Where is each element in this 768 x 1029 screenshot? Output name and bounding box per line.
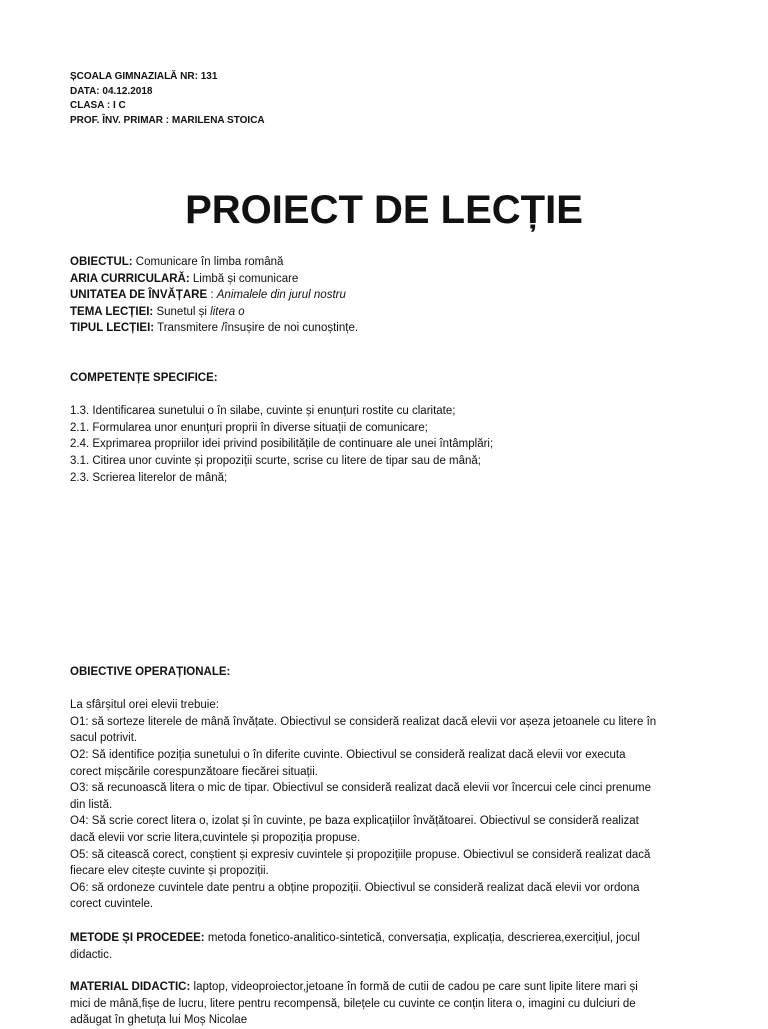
obiectiv-line: O6: să ordoneze cuvintele date pentru a obține propoziții. Obiectivul se consideră realizat dacă elevii vor ordona bbox=[70, 881, 640, 894]
material-label: MATERIAL DIDACTIC: bbox=[70, 981, 191, 993]
obiective-section bbox=[70, 664, 710, 913]
competenta-item: 2.1. Formularea unor enunțuri proprii în diverse situații de comunicare; bbox=[70, 421, 428, 434]
metode-line-2: didactic. bbox=[70, 948, 113, 961]
info-tema-label: TEMA LECȚIEI: bbox=[70, 305, 154, 318]
material-line-1 bbox=[70, 979, 710, 996]
obiective-intro: La sfârșitul orei elevii trebuie: bbox=[70, 699, 219, 712]
page-title: PROIECT DE LECȚIE bbox=[185, 188, 583, 232]
obiectiv-line: dacă elevii vor scrie litera,cuvintele și propoziția propuse. bbox=[70, 831, 361, 844]
info-tema-value: Sunetul și bbox=[153, 305, 211, 318]
obiectiv-line: O4: Să scrie corect litera o, izolat și în cuvinte, pe baza explicațiilor învățătoarei. Obiectivul se consideră realizat bbox=[70, 815, 639, 828]
info-tema bbox=[70, 304, 358, 321]
obiectiv-line: corect mișcările corespunzătoare fiecărei situații. bbox=[70, 765, 318, 778]
info-aria bbox=[70, 271, 358, 288]
teacher-name: PROF. ÎNV. PRIMAR : MARILENA STOICA bbox=[70, 114, 265, 126]
material-line-3: adăugat în ghetuța lui Moș Nicolae bbox=[70, 1014, 248, 1027]
competente-heading: COMPETENȚE SPECIFICE: bbox=[70, 372, 218, 384]
info-obiectul-value: Comunicare în limba română bbox=[132, 256, 284, 268]
metode-line-1 bbox=[70, 930, 710, 947]
obiective-heading: OBIECTIVE OPERAȚIONALE: bbox=[70, 666, 231, 678]
obiectiv-line: fiecare elev citește cuvinte și propoziții. bbox=[70, 865, 269, 878]
lesson-date: DATA: 04.12.2018 bbox=[70, 85, 153, 97]
material-text: laptop, videoproiector,jetoane în formă de cutii de cadou pe care sunt lipite litere mari și bbox=[190, 981, 638, 993]
obiectiv-line: sacul potrivit. bbox=[70, 732, 138, 745]
info-tipul bbox=[70, 320, 358, 337]
material-line-2: mici de mână,fișe de lucru, litere pentru recompensă, bilețele cu cuvinte ce conțin litera o, imagini cu dulciuri de bbox=[70, 997, 636, 1010]
info-unitatea-value: Animalele din jurul nostru bbox=[216, 289, 346, 302]
obiectiv-line: corect cuvintele. bbox=[70, 898, 154, 911]
lesson-info bbox=[70, 254, 358, 337]
school-name: ȘCOALA GIMNAZIALĂ NR: 131 bbox=[70, 71, 218, 82]
info-tipul-value: Transmitere /însușire de noi cunoștințe. bbox=[154, 322, 359, 335]
metode-label: METODE ȘI PROCEDEE: bbox=[70, 932, 205, 944]
info-aria-label: ARIA CURRICULARĂ: bbox=[70, 272, 190, 285]
info-tema-value-italic: litera o bbox=[210, 305, 245, 318]
info-unitatea bbox=[70, 287, 358, 304]
obiectiv-line: O3: să recunoască litera o mic de tipar. Obiectivul se consideră realizat dacă elevii vor încercui cele cinci prenume bbox=[70, 782, 652, 795]
class-name: CLASA : I C bbox=[70, 100, 126, 112]
obiectiv-line: O2: Să identifice poziția sunetului o în diferite cuvinte. Obiectivul se consideră realizat dacă elevii vor executa bbox=[70, 748, 626, 761]
info-aria-value: Limbă și comunicare bbox=[189, 272, 299, 285]
competenta-item: 2.4. Exprimarea propriilor idei privind posibilitățile de continuare ale unei întâmplări; bbox=[70, 438, 494, 451]
competenta-item: 3.1. Citirea unor cuvinte și propoziții scurte, scrise cu litere de tipar sau de mână; bbox=[70, 454, 481, 467]
competenta-item: 1.3. Identificarea sunetului o în silabe, cuvinte și enunțuri rostite cu claritate; bbox=[70, 405, 456, 418]
obiectiv-line: O5: să citească corect, conștient și expresiv cuvintele și propozițiile propuse. Obiectivul se consideră realizat dacă bbox=[70, 848, 651, 861]
competente-section bbox=[70, 370, 710, 486]
obiectiv-line: O1: să sorteze literele de mână învățate. Obiectivul se consideră realizat dacă elevii vor așeza jetoanele cu litere în bbox=[70, 715, 657, 728]
info-tipul-label: TIPUL LECȚIEI: bbox=[70, 322, 155, 335]
info-unitatea-label: UNITATEA DE ÎNVĂȚARE bbox=[70, 289, 208, 302]
metode-section bbox=[70, 930, 710, 963]
competenta-item: 2.3. Scrierea literelor de mână; bbox=[70, 471, 228, 484]
info-unitatea-sep: : bbox=[207, 289, 217, 302]
document-header bbox=[70, 70, 265, 128]
info-obiectul-label: OBIECTUL: bbox=[70, 256, 133, 268]
material-section bbox=[70, 979, 710, 1029]
metode-text: metoda fonetico-analitico-sintetică, conversația, explicația, descrierea,exercițiul, jocul bbox=[204, 932, 640, 944]
info-obiectul bbox=[70, 254, 358, 271]
obiectiv-line: din listă. bbox=[70, 798, 113, 811]
